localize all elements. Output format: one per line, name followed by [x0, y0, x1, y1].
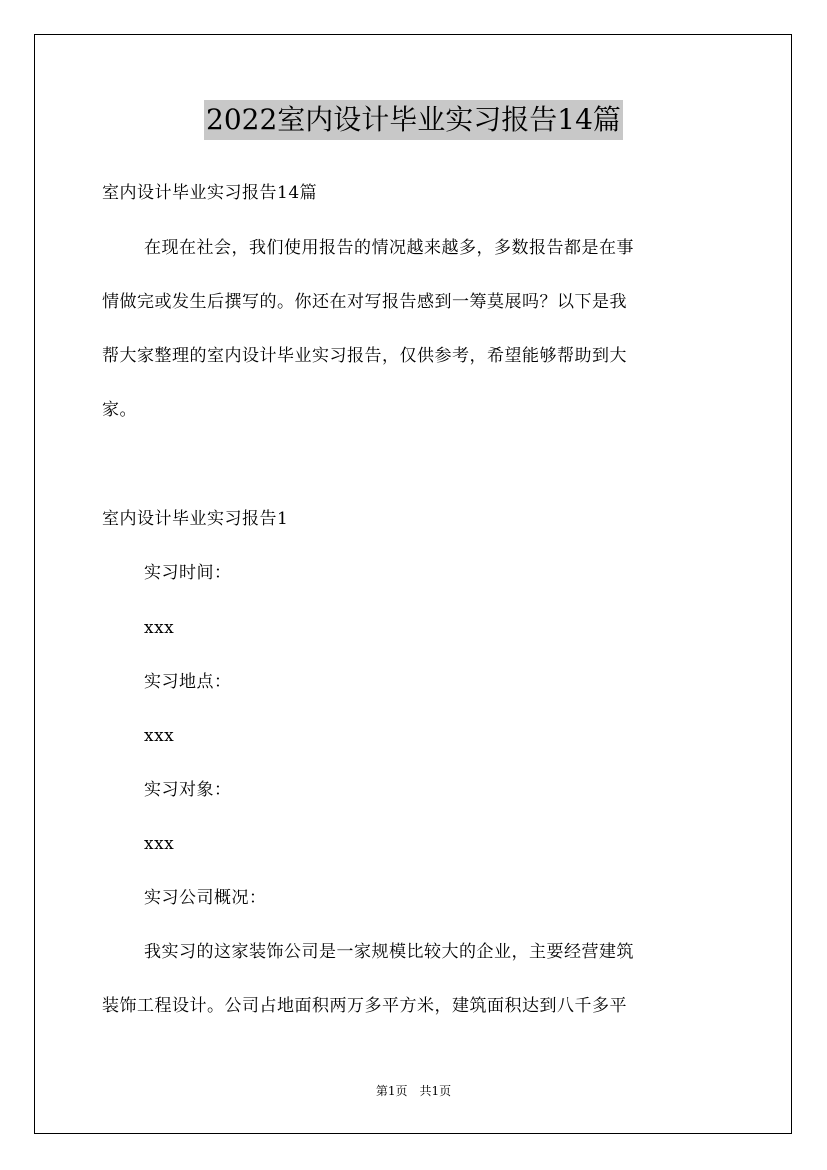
company-line-2: 装饰工程设计。公司占地面积两万多平方米，建筑面积达到八千多平	[102, 996, 627, 1016]
field-value-time: xxx	[144, 618, 175, 638]
field-value-location: xxx	[144, 726, 175, 746]
intro-line-4: 家。	[102, 400, 137, 420]
page-number: 第1页 共1页	[375, 1084, 452, 1098]
intro-line-1: 在现在社会，我们使用报告的情况越来越多，多数报告都是在事	[144, 238, 634, 258]
company-overview-label: 实习公司概况：	[144, 888, 267, 908]
document-title: 2022室内设计毕业实习报告14篇	[204, 100, 623, 140]
page-footer	[0, 1083, 827, 1099]
section-heading: 室内设计毕业实习报告1	[102, 509, 289, 529]
document-subtitle: 室内设计毕业实习报告14篇	[102, 183, 318, 203]
intro-line-2: 情做完或发生后撰写的。你还在对写报告感到一筹莫展吗？以下是我	[102, 292, 627, 312]
intro-line-3: 帮大家整理的室内设计毕业实习报告，仅供参考，希望能够帮助到大	[102, 346, 627, 366]
field-label-location: 实习地点：	[144, 672, 232, 692]
field-value-target: xxx	[144, 834, 175, 854]
title-container	[0, 100, 827, 140]
company-line-1: 我实习的这家装饰公司是一家规模比较大的企业，主要经营建筑	[144, 942, 634, 962]
field-label-target: 实习对象：	[144, 780, 232, 800]
field-label-time: 实习时间：	[144, 563, 232, 583]
